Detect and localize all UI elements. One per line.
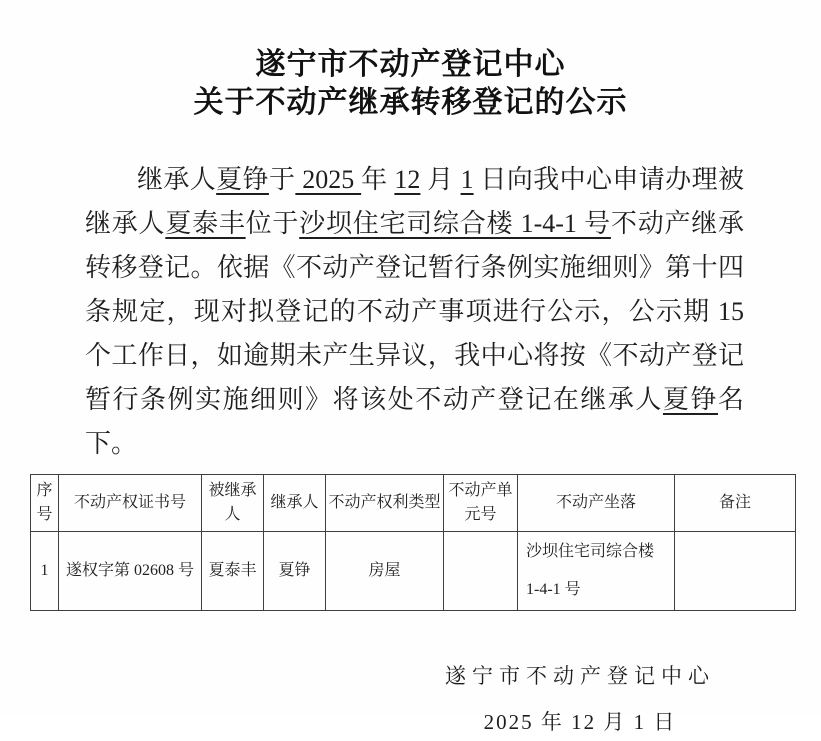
paragraph-segment: 名下。 [85,385,744,458]
paragraph-segment: 位于 [245,209,300,238]
signature-org: 遂宁市不动产登记中心 [445,664,715,688]
paragraph-underlined-segment: 12 [394,165,421,194]
paragraph-segment: 年 [361,165,395,194]
table-cell: 遂权字第 02608 号 [59,532,202,611]
table-cell [444,532,518,611]
table-cell: 房屋 [326,532,444,611]
table-header-cell: 被继承人 [202,475,264,532]
signature-block [440,657,720,741]
paragraph-underlined-segment: 夏铮 [662,385,718,414]
table-row [31,532,796,611]
paragraph-underlined-segment: 1 [460,165,474,194]
table-header-row [31,475,796,532]
table-cell-line: 1-4-1 号 [526,581,581,598]
table-header-cell: 不动产权利类型 [326,475,444,532]
property-table [30,474,796,611]
table-header-cell: 不动产单元号 [444,475,518,532]
notice-title-line-2: 关于不动产继承转移登记的公示 [193,86,628,119]
paragraph-segment: 月 [420,165,461,194]
paragraph-segment: 日向我中心申请办理被继承人 [85,165,744,238]
table-cell: 夏泰丰 [202,532,264,611]
paragraph-underlined-segment: 沙坝住宅司综合楼 1-4-1 号 [299,209,611,238]
table-cell-line: 沙坝住宅司综合楼 [526,543,655,560]
paragraph-segment: 不动产继承转移登记。依据《不动产登记暂行条例实施细则》第十四条规定，现对拟登记的不动产事项进行公示，公示期 15 个工作日，如逾期未产生异议，我中心将按《不动产登记暂行条例实施细则》将该处不动产登记在继承人 [85,209,744,414]
paragraph-underlined-segment: 夏铮 [216,165,269,194]
table-cell: 1 [31,532,59,611]
table-header-cell: 不动产坐落 [518,475,675,532]
table-header-cell: 备注 [675,475,796,532]
paragraph-segment: 继承人 [137,165,217,194]
table-header-cell: 序号 [31,475,59,532]
paragraph-underlined-segment: 夏泰丰 [165,209,246,238]
table-cell: 夏铮 [264,532,326,611]
table-cell [518,532,675,611]
signature-date: 2025 年 12 月 1 日 [483,710,677,734]
notice-title [0,46,821,122]
notice-paragraph [85,158,744,466]
notice-title-line-1: 遂宁市不动产登记中心 [255,48,566,81]
paragraph-segment: 于 [268,165,296,194]
table-header-cell: 继承人 [264,475,326,532]
table-body [31,532,796,611]
table-header-cell: 不动产权证书号 [59,475,202,532]
paragraph-underlined-segment: 2025 [295,165,362,194]
table-cell [675,532,796,611]
